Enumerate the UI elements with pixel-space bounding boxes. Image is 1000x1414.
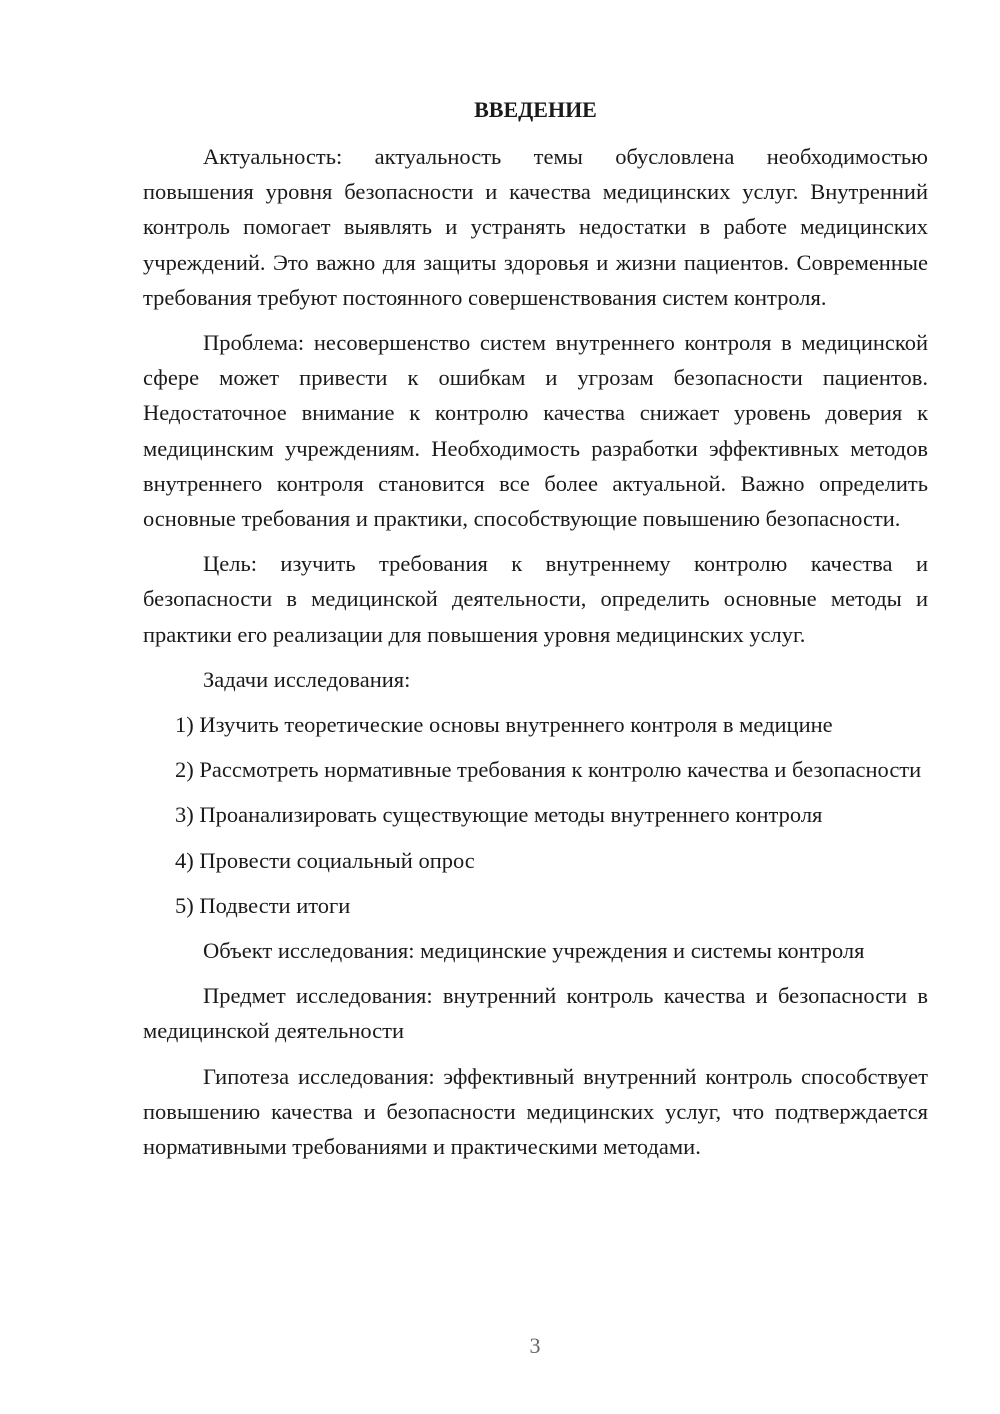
relevance-paragraph: Актуальность: актуальность темы обусловлена необходимостью повышения уровня безопасности и качества медицинских услуг. Внутренний контроль помогает выявлять и устранять недостатки в работе медицинских учреждений. Это важно для защиты здоровья и жизни пациентов. Современные требования требуют постоянного совершенствования систем контроля. <box>143 144 928 310</box>
page-content <box>143 92 928 1174</box>
problem-paragraph: Проблема: несовершенство систем внутреннего контроля в медицинской сфере может привести к ошибкам и угрозам безопасности пациентов. Недостаточное внимание к контролю качества снижает уровень доверия к медицинским учреждениям. Необходимость разработки эффективных методов внутреннего контроля становится все более актуальной. Важно определить основные требования и практики, способствующие повышению безопасности. <box>143 330 928 532</box>
object-paragraph: Объект исследования: медицинские учреждения и системы контроля <box>203 938 865 964</box>
subject-paragraph: Предмет исследования: внутренний контроль качества и безопасности в медицинской деятельности <box>143 983 928 1044</box>
task-item: 4) Провести социальный опрос <box>175 847 475 873</box>
section-heading: ВВЕДЕНИЕ <box>474 97 597 122</box>
tasks-intro: Задачи исследования: <box>203 666 411 692</box>
hypothesis-paragraph: Гипотеза исследования: эффективный внутренний контроль способствует повышению качества и безопасности медицинских услуг, что подтверждается нормативными требованиями и практическими методами. <box>143 1063 928 1160</box>
page-number: 3 <box>529 1333 541 1358</box>
task-item: 2) Рассмотреть нормативные требования к контролю качества и безопасности <box>175 757 922 783</box>
task-item: 1) Изучить теоретические основы внутреннего контроля в медицине <box>175 712 833 738</box>
task-item: 3) Проанализировать существующие методы внутреннего контроля <box>175 802 823 828</box>
goal-paragraph: Цель: изучить требования к внутреннему контролю качества и безопасности в медицинской деятельности, определить основные методы и практики его реализации для повышения уровня медицинских услуг. <box>143 551 928 647</box>
task-item: 5) Подвести итоги <box>175 892 351 918</box>
